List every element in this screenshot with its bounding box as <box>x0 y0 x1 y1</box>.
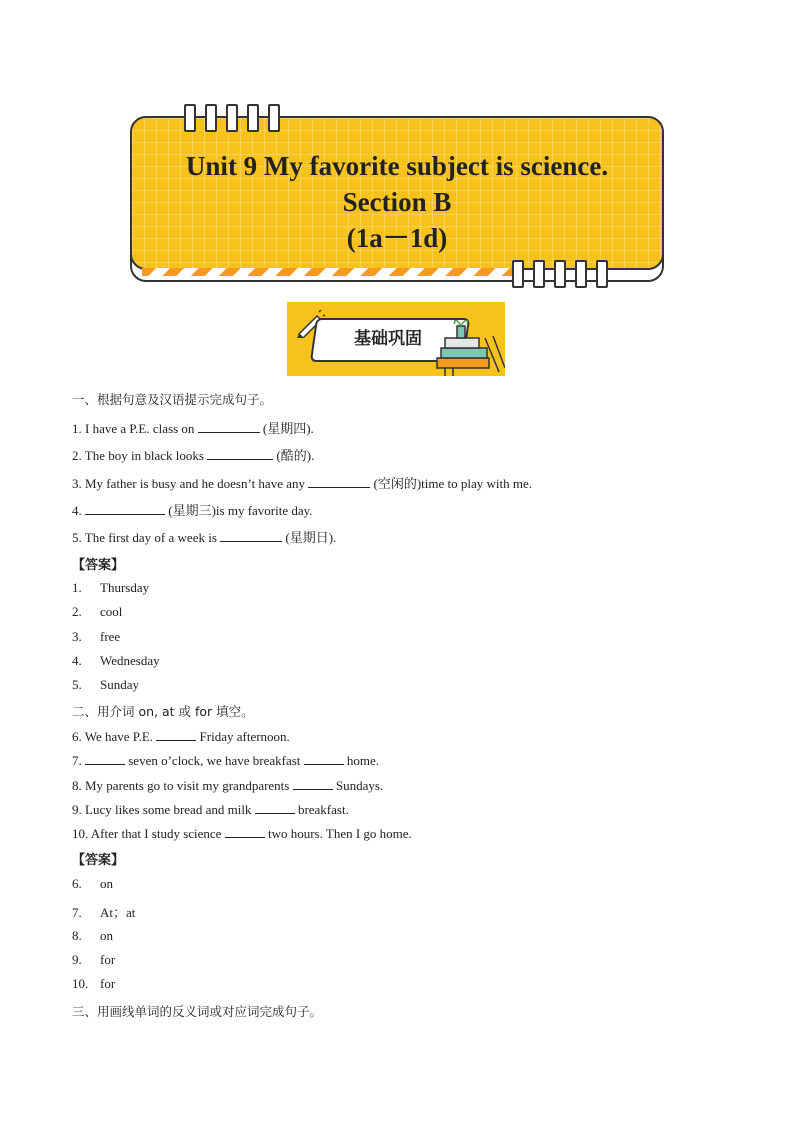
question-2 <box>72 445 314 464</box>
answer-text: Wednesday <box>100 653 160 668</box>
answer-7 <box>72 902 135 921</box>
question-hint: (酷的). <box>276 448 315 463</box>
answer-blank[interactable] <box>225 825 265 838</box>
question-text: 1. I have a P.E. class on <box>72 421 195 436</box>
question-text: 9. Lucy likes some bread and milk <box>72 802 252 817</box>
answer-blank[interactable] <box>293 777 333 790</box>
answer-number: 9. <box>72 952 82 967</box>
answer-4 <box>72 653 160 669</box>
question-text: breakfast. <box>297 802 349 817</box>
question-text: Sundays. <box>335 778 384 793</box>
answer-blank[interactable] <box>198 420 260 433</box>
answer-number: 5. <box>72 677 82 692</box>
answer-blank[interactable] <box>304 752 344 765</box>
question-text: 4. <box>72 503 82 518</box>
question-text: two hours. Then I go home. <box>267 826 412 841</box>
binder-ring <box>268 104 280 132</box>
answer-blank[interactable] <box>207 447 273 460</box>
question-text: seven o’clock, we have breakfast <box>128 753 301 768</box>
question-text: Friday afternoon. <box>199 729 290 744</box>
answer-text: At；at <box>100 905 136 920</box>
question-10 <box>72 825 412 842</box>
title-banner <box>130 100 662 290</box>
binder-ring <box>575 260 587 288</box>
section-2-heading: 二、用介词 on, at 或 for 填空。 <box>72 704 254 719</box>
answer-number: 4. <box>72 653 82 668</box>
answer-text: Thursday <box>100 580 150 595</box>
question-text: 6. We have P.E. <box>72 729 154 744</box>
answer-3 <box>72 629 120 645</box>
answer-blank[interactable] <box>85 502 165 515</box>
answer-number: 8. <box>72 928 82 943</box>
binder-ring <box>184 104 196 132</box>
question-6 <box>72 728 290 745</box>
books-icon <box>433 318 505 376</box>
answer-text: on <box>100 928 113 943</box>
answer-5 <box>72 677 139 693</box>
badge-label: 基础巩固 <box>354 329 422 349</box>
answer-label-1: 【答案】 <box>72 558 125 573</box>
question-hint: (星期四). <box>262 421 314 436</box>
answer-blank[interactable] <box>156 728 196 741</box>
answer-number: 2. <box>72 604 82 619</box>
answer-number: 6. <box>72 876 82 891</box>
answer-9 <box>72 952 115 968</box>
binder-ring <box>533 260 545 288</box>
binder-ring <box>554 260 566 288</box>
question-text: 3. My father is busy and he doesn’t have any <box>72 476 305 491</box>
answer-label-2: 【答案】 <box>72 853 125 868</box>
answer-blank[interactable] <box>308 475 370 488</box>
question-3 <box>72 473 532 492</box>
binder-ring <box>512 260 524 288</box>
answer-2 <box>72 604 122 620</box>
section-badge <box>287 302 507 376</box>
answer-text: for <box>100 952 116 967</box>
title-line-1: Unit 9 My favorite subject is science. <box>185 151 609 181</box>
binder-ring <box>596 260 608 288</box>
answer-number: 10. <box>72 976 89 991</box>
binder-ring <box>226 104 238 132</box>
answer-10 <box>72 976 115 992</box>
section-3-heading: 三、用画线单词的反义词或对应词完成句子。 <box>72 1004 323 1019</box>
binder-ring <box>247 104 259 132</box>
question-hint: (星期三)is my favorite day. <box>168 503 313 518</box>
question-7 <box>72 752 379 769</box>
title-line-3: (1a－1d) <box>346 223 448 253</box>
title-line-2: Section B <box>342 187 452 217</box>
answer-text: free <box>100 629 121 644</box>
question-1 <box>72 418 314 437</box>
answer-number: 7. <box>72 905 82 920</box>
answer-number: 1. <box>72 580 82 595</box>
answer-blank[interactable] <box>255 801 295 814</box>
question-text: home. <box>346 753 380 768</box>
question-9 <box>72 801 349 818</box>
question-4 <box>72 500 313 519</box>
question-text: 2. The boy in black looks <box>72 448 204 463</box>
answer-8 <box>72 928 113 944</box>
question-8 <box>72 777 383 794</box>
question-hint: (空闲的)time to play with me. <box>373 476 532 491</box>
question-5 <box>72 527 336 546</box>
question-text: 5. The first day of a week is <box>72 530 217 545</box>
question-hint: (星期日). <box>285 530 337 545</box>
answer-number: 3. <box>72 629 82 644</box>
question-text: 7. <box>72 753 82 768</box>
binder-rings-bottom <box>512 260 608 288</box>
answer-text: cool <box>100 604 123 619</box>
answer-1 <box>72 580 149 596</box>
page-title <box>132 148 662 256</box>
question-text: 10. After that I study science <box>72 826 222 841</box>
binder-ring <box>205 104 217 132</box>
answer-blank[interactable] <box>220 529 282 542</box>
banner-card <box>130 116 664 270</box>
decorative-stripes <box>142 268 522 276</box>
answer-text: for <box>100 976 116 991</box>
answer-text: on <box>100 876 113 891</box>
answer-blank[interactable] <box>85 752 125 765</box>
section-1-heading: 一、根据句意及汉语提示完成句子。 <box>72 392 273 407</box>
question-text: 8. My parents go to visit my grandparents <box>72 778 290 793</box>
answer-text: Sunday <box>100 677 139 692</box>
answer-6 <box>72 876 113 892</box>
binder-rings-top <box>184 104 280 132</box>
